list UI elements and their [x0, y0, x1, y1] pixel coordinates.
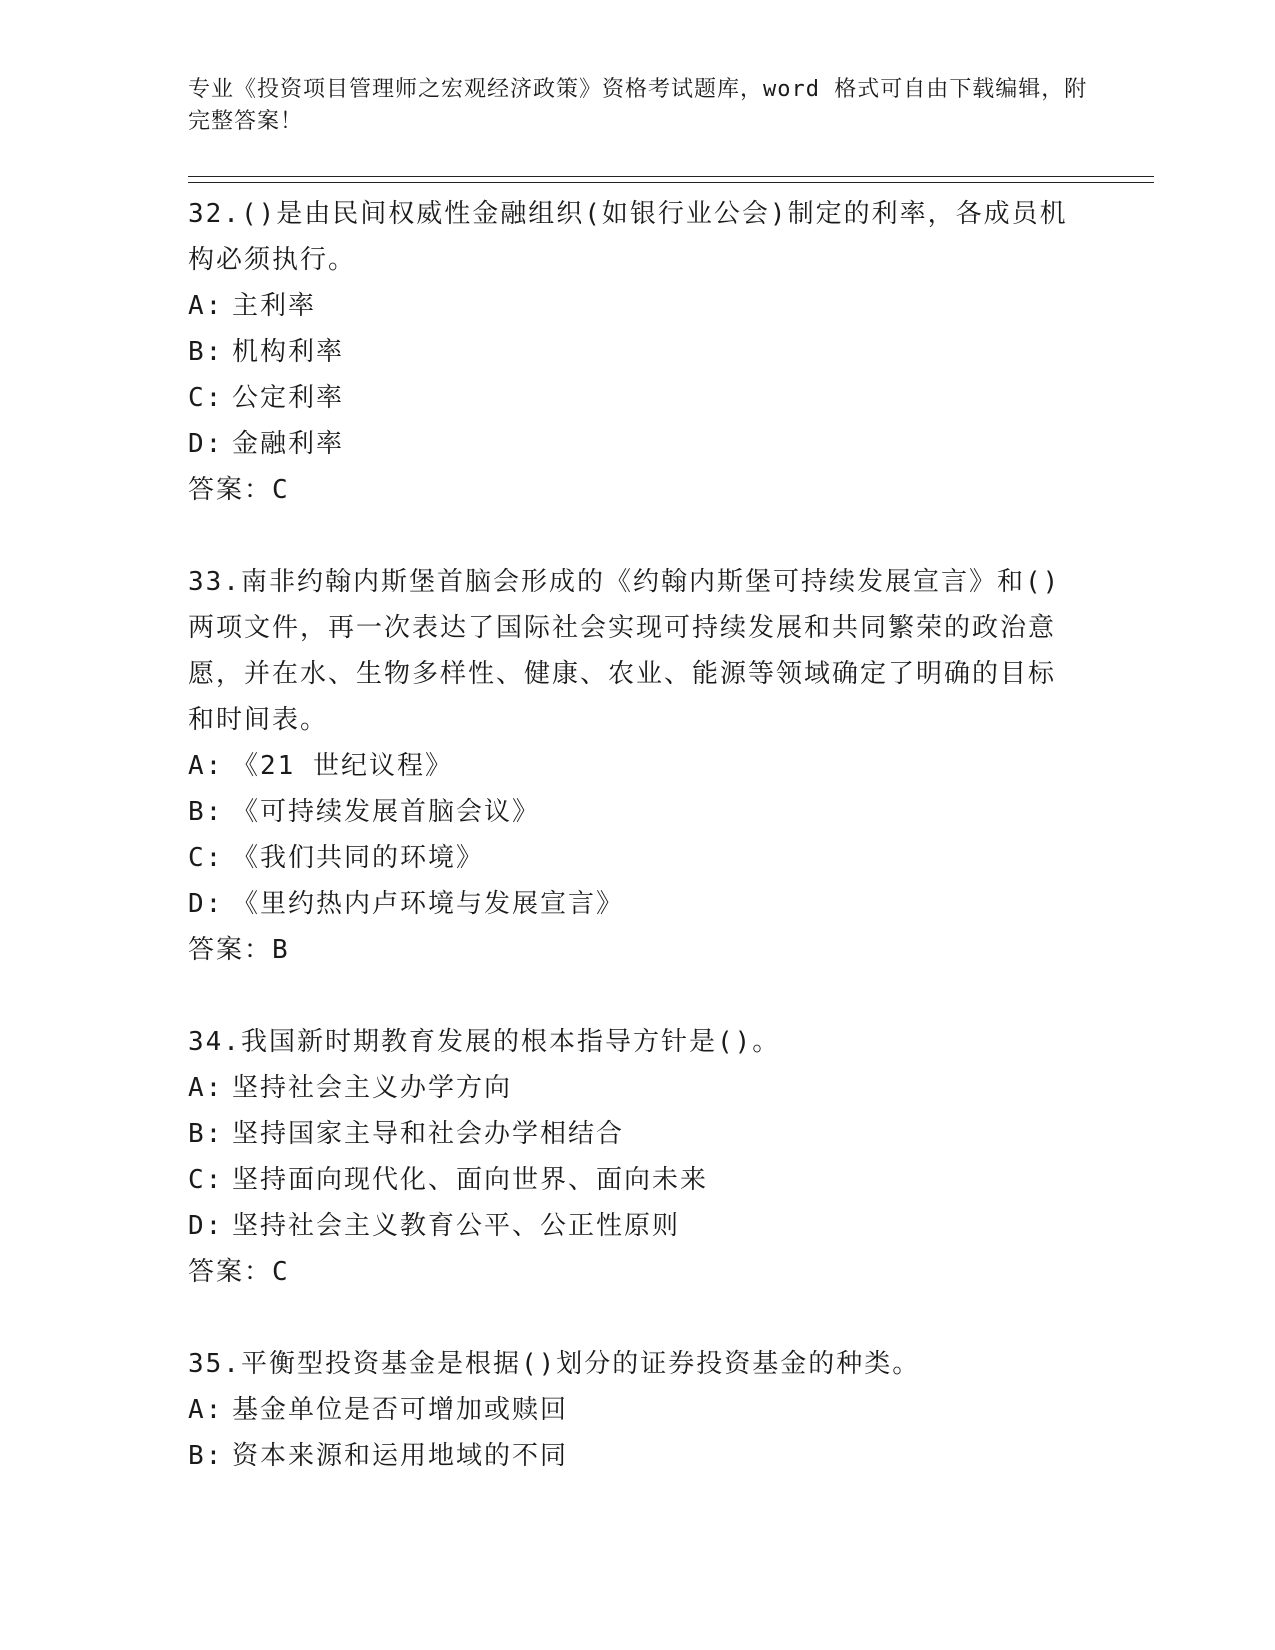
option-c — [188, 1157, 1088, 1203]
answer-label: 答案： — [188, 475, 273, 505]
option-text: 坚持面向现代化、面向世界、面向未来 — [232, 1165, 709, 1195]
answer-line — [188, 467, 1088, 513]
option-text: 机构利率 — [232, 337, 345, 367]
question-list — [188, 191, 1088, 1525]
option-text: 坚持社会主义办学方向 — [232, 1073, 513, 1103]
option-d — [188, 421, 1088, 467]
option-a — [188, 1387, 1088, 1433]
option-d — [188, 881, 1088, 927]
option-letter: D: — [188, 429, 224, 459]
option-letter: A: — [188, 751, 224, 781]
question-35 — [188, 1341, 1088, 1479]
option-letter: B: — [188, 1441, 224, 1471]
answer-line — [188, 927, 1088, 973]
option-letter: B: — [188, 797, 224, 827]
option-text: 坚持社会主义教育公平、公正性原则 — [232, 1211, 681, 1241]
question-stem: 35.平衡型投资基金是根据()划分的证券投资基金的种类。 — [188, 1349, 921, 1379]
option-d — [188, 1203, 1088, 1249]
option-a — [188, 743, 1088, 789]
option-letter: C: — [188, 843, 224, 873]
answer-value: B — [272, 935, 290, 965]
answer-value: C — [272, 475, 290, 505]
question-stem: 33.南非约翰内斯堡首脑会形成的《约翰内斯堡可持续发展宣言》和()两项文件，再一次表达了国际社会实现可持续发展和共同繁荣的政治意愿，并在水、生物多样性、健康、农业、能源等领域确定了明确的目标和时间表。 — [188, 567, 1061, 735]
option-letter: B: — [188, 337, 224, 367]
option-letter: A: — [188, 1395, 224, 1425]
option-text: 资本来源和运用地域的不同 — [232, 1441, 569, 1471]
question-33 — [188, 559, 1088, 973]
answer-label: 答案： — [188, 935, 273, 965]
option-c — [188, 835, 1088, 881]
option-a — [188, 1065, 1088, 1111]
option-letter: B: — [188, 1119, 224, 1149]
header-divider-top — [188, 176, 1154, 177]
option-text: 《21 世纪议程》 — [232, 751, 453, 781]
document-header: 专业《投资项目管理师之宏观经济政策》资格考试题库，word 格式可自由下载编辑，附完整答案！ — [188, 77, 1088, 134]
option-letter: A: — [188, 291, 224, 321]
option-text: 坚持国家主导和社会办学相结合 — [232, 1119, 625, 1149]
option-text: 《里约热内卢环境与发展宣言》 — [232, 889, 625, 919]
question-32 — [188, 191, 1088, 513]
option-c — [188, 375, 1088, 421]
option-letter: A: — [188, 1073, 224, 1103]
answer-line — [188, 1249, 1088, 1295]
option-b — [188, 1433, 1088, 1479]
question-stem: 32.()是由民间权威性金融组织(如银行业公会)制定的利率，各成员机构必须执行。 — [188, 199, 1068, 275]
option-text: 《可持续发展首脑会议》 — [232, 797, 541, 827]
option-b — [188, 1111, 1088, 1157]
header-divider-bottom — [188, 182, 1154, 183]
option-b — [188, 329, 1088, 375]
option-text: 基金单位是否可增加或赎回 — [232, 1395, 569, 1425]
option-letter: D: — [188, 1211, 224, 1241]
option-a — [188, 283, 1088, 329]
answer-label: 答案： — [188, 1257, 273, 1287]
option-text: 《我们共同的环境》 — [232, 843, 485, 873]
question-34 — [188, 1019, 1088, 1295]
option-text: 金融利率 — [232, 429, 345, 459]
option-b — [188, 789, 1088, 835]
option-letter: D: — [188, 889, 224, 919]
option-text: 主利率 — [232, 291, 317, 321]
answer-value: C — [272, 1257, 290, 1287]
question-stem: 34.我国新时期教育发展的根本指导方针是()。 — [188, 1027, 781, 1057]
option-text: 公定利率 — [232, 383, 345, 413]
option-letter: C: — [188, 383, 224, 413]
option-letter: C: — [188, 1165, 224, 1195]
